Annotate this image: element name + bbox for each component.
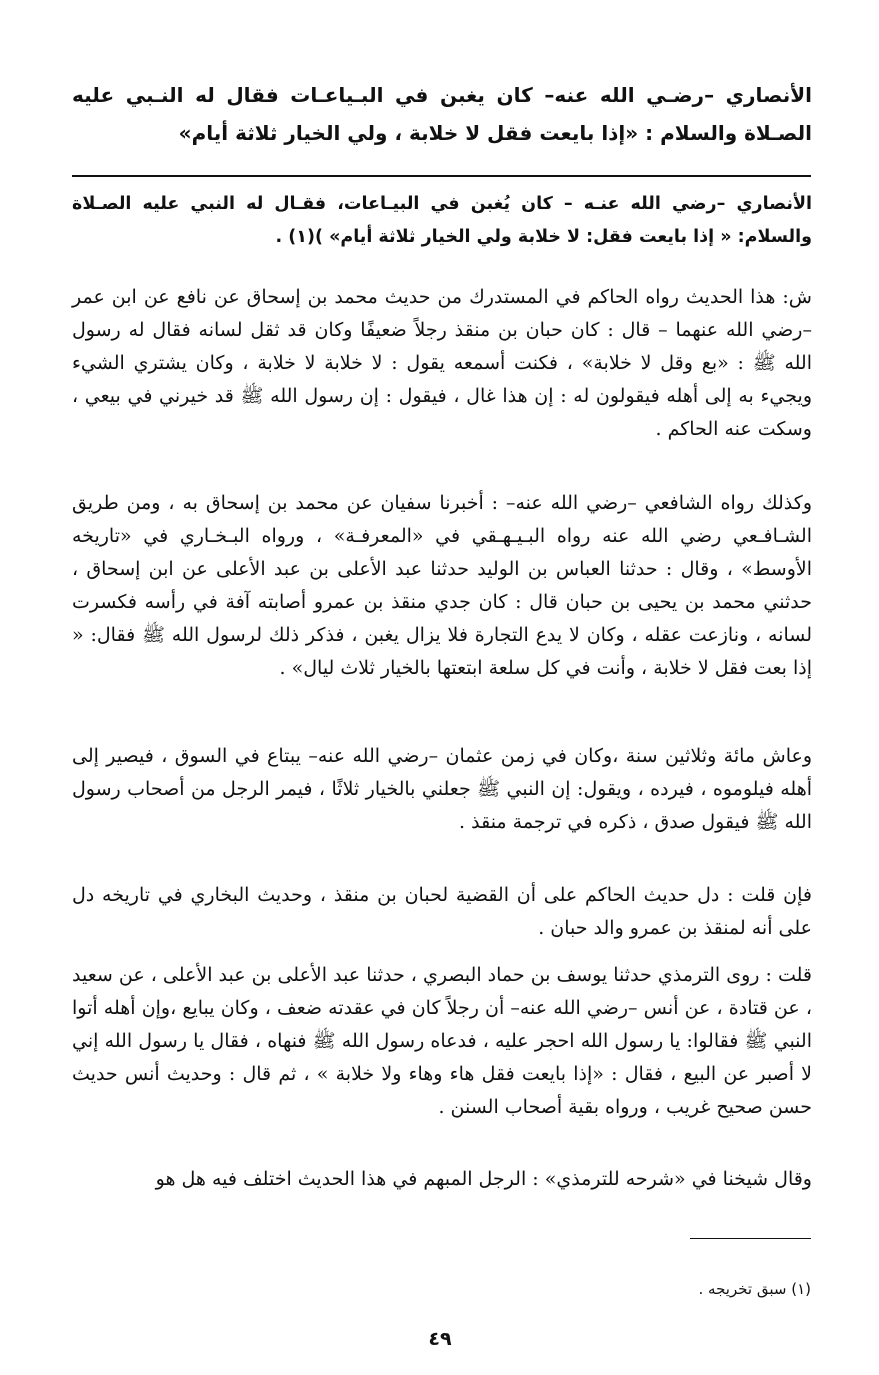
paragraph-sharh-3: وعاش مائة وثلاثين سنة ،وكان في زمن عثمان –رضي الله عنه– يبتاع في السوق ، فيصير إلى أهله فيلوموه ، فيرده ، ويقول: إن النبي ﷺ جعلني بالخيار ثلاثًا ، فيمر الرجل من أصحاب رسول الله ﷺ فيقول صدق ، ذكره في ترجمة منقذ . bbox=[72, 745, 812, 833]
paragraph-sharh-5: قلت : روى الترمذي حدثنا يوسف بن حماد البصري ، حدثنا عبد الأعلى بن عبد الأعلى ، عن سعيد ، عن قتادة ، عن أنس –رضي الله عنه– أن رجلاً كان في عقدته ضعف ، وكان يبايع ،وإن أهله أتوا النبي ﷺ فقالوا: يا رسول الله احجر عليه ، فدعاه رسول الله ﷺ فنهاه ، فقال يا رسول الله إني لا أصبر عن البيع ، فقال : «إذا بايعت فقل هاء وهاء ولا خلابة » ، ثم قال : وحديث أنس حديث حسن صحيح غريب ، ورواه بقية أصحاب السنن . bbox=[72, 964, 812, 1118]
matn-repeated-text: الأنصاري –رضي الله عنـه – كان يُغبن في البيـاعات، فقـال له النبي عليه الصـلاة والسلام: « إذا بايعت فقل: لا خلابة ولي الخيار ثلاثة أيام» )(١) . bbox=[72, 194, 812, 247]
paragraph-sharh-4: فإن قلت : دل حديث الحاكم على أن القضية لحبان بن منقذ ، وحديث البخاري في تاريخه دل على أنه لمنقذ بن عمرو والد حبان . bbox=[72, 884, 812, 939]
footnote-separator bbox=[690, 1238, 811, 1239]
separator-rule bbox=[72, 175, 811, 177]
page-number: ٤٩ bbox=[428, 1328, 452, 1350]
paragraph-sharh-2: وكذلك رواه الشافعي –رضي الله عنه– : أخبرنا سفيان عن محمد بن إسحاق به ، ومن طريق الشـافـعي رضي الله عنه رواه البـيـهـقي في «المعرفـة» ، ورواه البـخـاري في «تاريخه الأوسط» ، وقال : حدثنا العباس بن الوليد حدثنا عبد الأعلى بن عبد الأعلى عن ابن إسحاق ، حدثني محمد بن يحيى بن حبان قال : كان جدي منقذ بن عمرو أصابته آفة في رأسه فكسرت لسانه ، ونازعت عقله ، وكان لا يدع التجارة فلا يزال يغبن ، فذكر ذلك لرسول الله ﷺ فقال: « إذا بعت فقل لا خلابة ، وأنت في كل سلعة ابتعتها بالخيار ثلاث ليال» . bbox=[72, 492, 812, 679]
matn-text: الأنصاري –رضـي الله عنه– كان يغبن في البـياعـات فقال له النـبي عليه الصـلاة والسلام : «إذا بايعت فقل لا خلابة ، ولي الخيار ثلاثة أيام» bbox=[72, 83, 812, 145]
footnote: (١) سبق تخريجه . bbox=[698, 1280, 811, 1298]
paragraph-sharh-6: وقال شيخنا في «شرحه للترمذي» : الرجل المبهم في هذا الحديث اختلف فيه هل هو bbox=[155, 1168, 812, 1190]
paragraph-sharh-1: ش: هذا الحديث رواه الحاكم في المستدرك من حديث محمد بن إسحاق عن نافع عن ابن عمر –رضي الله عنهما – قال : كان حبان بن منقذ رجلاً ضعيفًا وكان قد ثقل لسانه فقال له رسول الله ﷺ : «بع وقل لا خلابة» ، فكنت أسمعه يقول : لا خلابة لا خلابة ، وكان يشتري الشيء ويجيء به إلى أهله فيقولون له : إن هذا غال ، فيقول : إن رسول الله ﷺ قد خيرني في بيعي ، وسكت عنه الحاكم . bbox=[72, 286, 812, 440]
